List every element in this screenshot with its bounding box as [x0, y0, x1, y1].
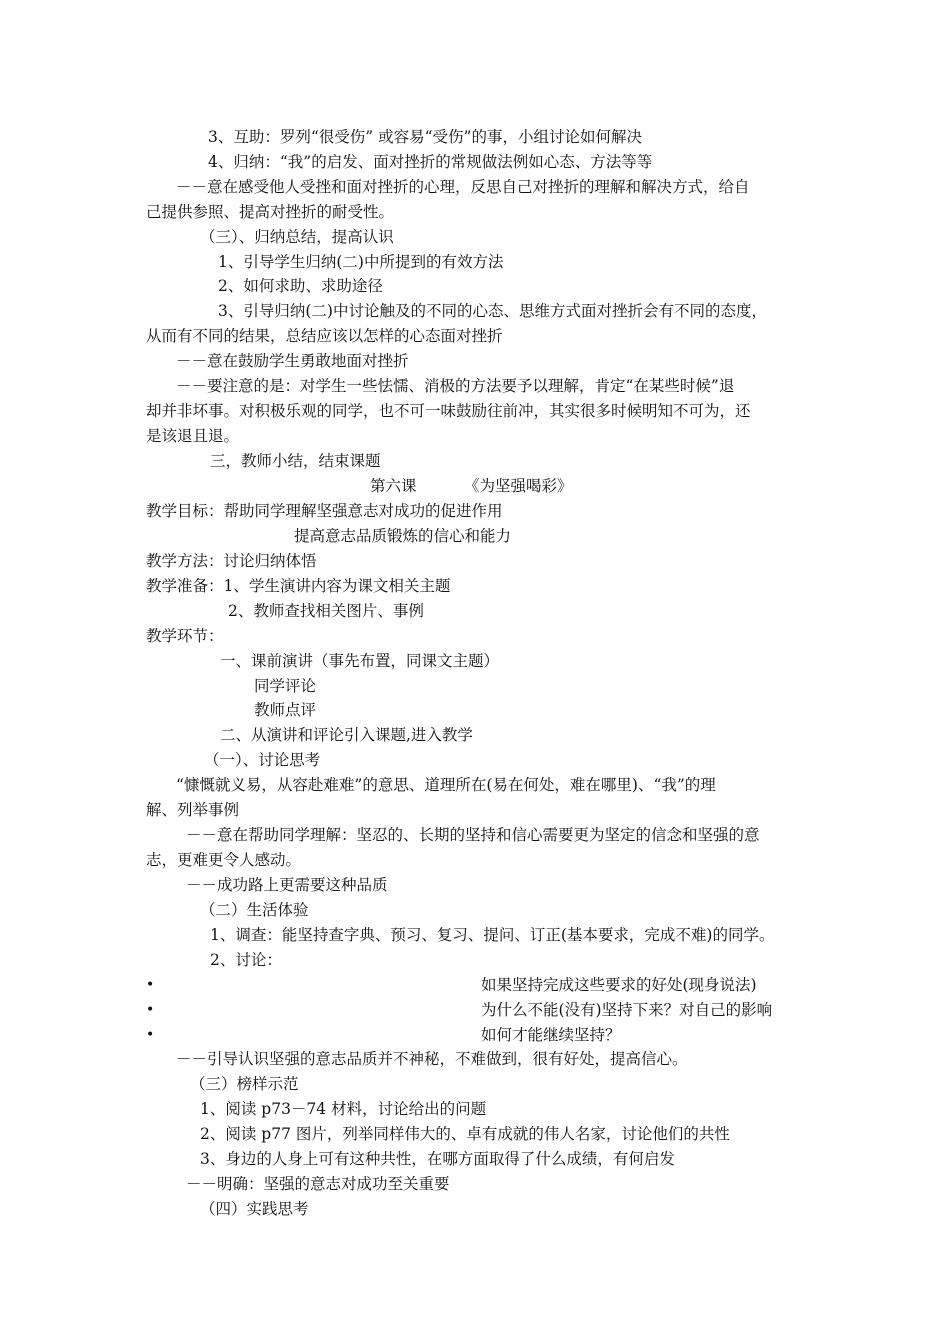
lesson-title: 《为坚强喝彩》: [464, 477, 573, 495]
text-line: 二、从演讲和评论引入课题,进入教学: [220, 726, 473, 744]
text-line: 3、身边的人身上可有这种共性，在哪方面取得了什么成绩，有何启发: [200, 1150, 675, 1168]
bullet-icon: •: [146, 977, 155, 993]
text-line: 是该退且退。: [146, 427, 240, 445]
text-line: 2、讨论：: [210, 951, 282, 969]
text-line: 教师点评: [254, 701, 317, 719]
text-line: 同学评论: [254, 677, 317, 695]
section-heading: （二）生活体验: [200, 901, 309, 919]
list-item: 为什么不能(没有)坚持下来？对自己的影响: [481, 1001, 773, 1019]
text-line: 1、阅读 p73－74 材料，讨论给出的问题: [200, 1100, 487, 1118]
text-line: －－成功路上更需要这种品质: [186, 876, 388, 894]
text-line: “慷慨就义易，从容赴难难”的意思、道理所在(易在何处，难在哪里)、“我”的理: [176, 776, 716, 794]
section-heading: （三）、归纳总结，提高认识: [200, 228, 394, 246]
bullet-icon: •: [146, 1002, 155, 1018]
text-line: 教学方法：讨论归纳体悟: [146, 552, 317, 570]
section-heading: （一）、讨论思考: [204, 751, 321, 769]
bullet-icon: •: [146, 1027, 155, 1043]
text-line: 4、归纳：“我”的启发、面对挫折的常规做法例如心态、方法等等: [208, 153, 653, 171]
text-line: 教学准备：1、学生演讲内容为课文相关主题: [146, 577, 451, 595]
text-line: 一、课前演讲（事先布置，同课文主题）: [220, 652, 500, 670]
text-line: －－明确：坚强的意志对成功至关重要: [186, 1175, 450, 1193]
text-line: －－引导认识坚强的意志品质并不神秘，不难做到，很有好处，提高信心。: [176, 1050, 688, 1068]
text-line: 2、如何求助、求助途径: [218, 277, 383, 295]
text-line: 己提供参照、提高对挫折的耐受性。: [146, 203, 395, 221]
text-line: 志，更难更令人感动。: [146, 851, 302, 869]
text-line: 却并非坏事。对积极乐观的同学，也不可一味鼓励往前冲，其实很多时候明知不可为，还: [146, 402, 751, 420]
section-heading: （四）实践思考: [200, 1200, 309, 1218]
text-line: －－意在感受他人受挫和面对挫折的心理，反思自己对挫折的理解和解决方式，给自: [176, 178, 750, 196]
text-line: 教学目标：帮助同学理解坚强意志对成功的促进作用: [146, 502, 503, 520]
text-line: 3、互助：罗列“很受伤” 或容易“受伤”的事，小组讨论如何解决: [208, 128, 642, 146]
text-line: 从而有不同的结果，总结应该以怎样的心态面对挫折: [146, 327, 503, 345]
list-item: 如果坚持完成这些要求的好处(现身说法): [481, 976, 757, 994]
text-line: 2、阅读 p77 图片，列举同样伟大的、卓有成就的伟人名家，讨论他们的共性: [200, 1125, 730, 1143]
text-line: 提高意志品质锻炼的信心和能力: [294, 527, 512, 545]
text-line: －－要注意的是：对学生一些怯懦、消极的方法要予以理解，肯定“在某些时候”退: [176, 377, 735, 395]
text-line: 1、引导学生归纳(二)中所提到的有效方法: [218, 253, 504, 271]
text-line: 2、教师查找相关图片、事例: [228, 602, 424, 620]
text-line: －－意在鼓励学生勇敢地面对挫折: [176, 352, 409, 370]
text-line: 三，教师小结，结束课题: [210, 452, 381, 470]
text-line: 教学环节：: [146, 627, 224, 645]
text-line: －－意在帮助同学理解：坚忍的、长期的坚持和信心需要更为坚定的信念和坚强的意: [186, 826, 760, 844]
text-line: 3、引导归纳(二)中讨论触及的不同的心态、思维方式面对挫折会有不同的态度，: [218, 302, 767, 320]
section-heading: （三）榜样示范: [190, 1075, 299, 1093]
list-item: 如何才能继续坚持？: [481, 1026, 621, 1044]
text-line: 1、调查：能坚持查字典、预习、复习、提问、订正(基本要求，完成不难)的同学。: [210, 926, 775, 944]
text-line: 解、列举事例: [146, 801, 240, 819]
lesson-number: 第六课: [370, 477, 417, 495]
